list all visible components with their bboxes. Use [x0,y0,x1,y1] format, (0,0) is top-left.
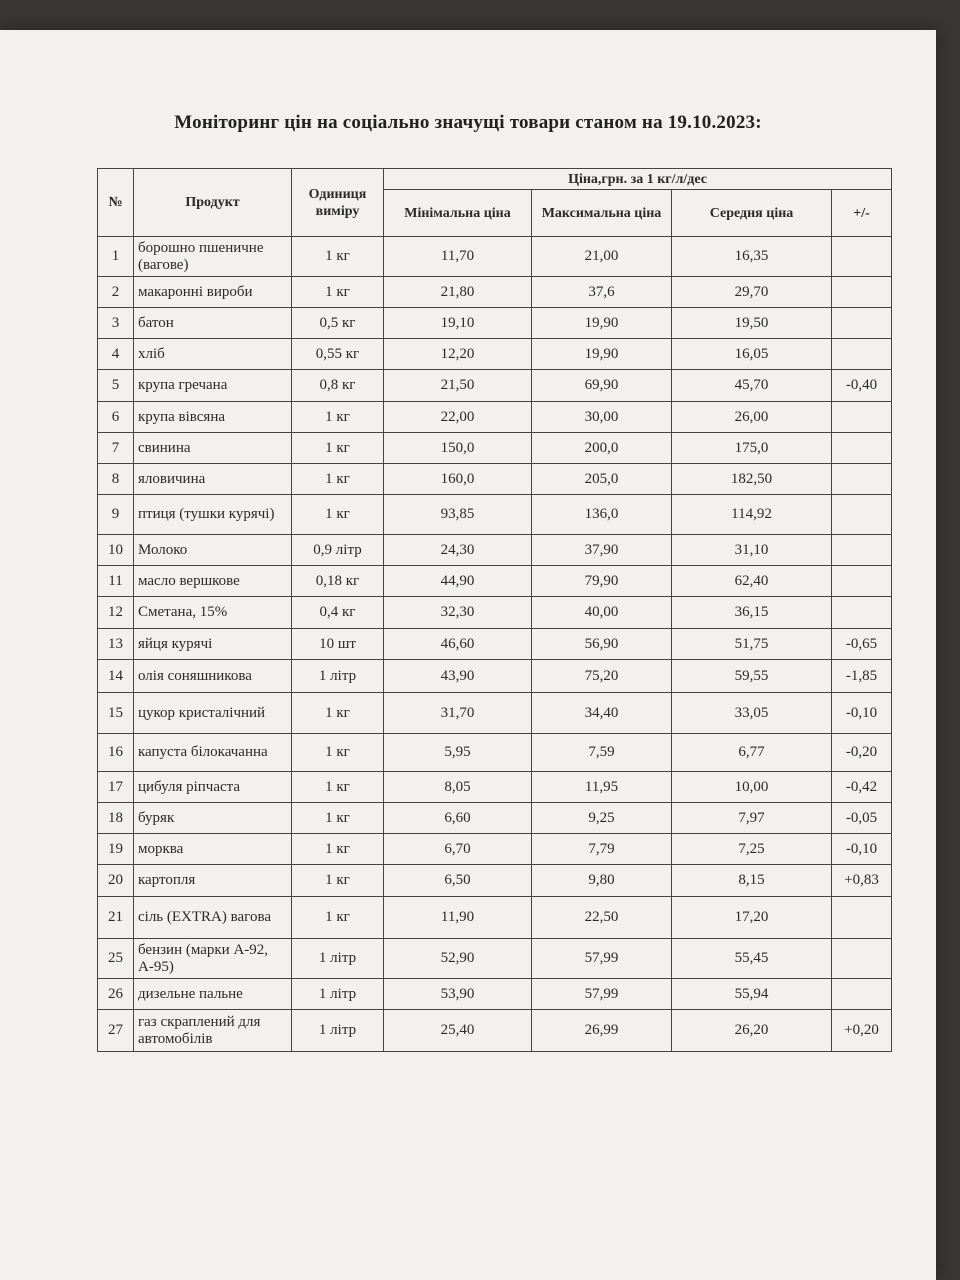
max-price-cell: 21,00 [532,237,672,277]
change-cell [832,535,892,566]
min-price-cell: 12,20 [384,339,532,370]
table-row [98,566,892,597]
max-price-cell: 22,50 [532,897,672,939]
avg-price-cell: 51,75 [672,629,832,660]
table-row [98,464,892,495]
product-name: картопля [134,865,292,897]
change-cell: -0,40 [832,370,892,402]
table-row [98,734,892,772]
price-table [97,168,892,1052]
avg-price-cell: 45,70 [672,370,832,402]
document-page [0,30,936,1280]
avg-price-cell: 26,20 [672,1010,832,1052]
unit-cell: 1 літр [292,939,384,979]
avg-price-cell: 8,15 [672,865,832,897]
row-number: 15 [98,693,134,734]
header-max-price: Максимальна ціна [532,190,672,237]
min-price-cell: 6,70 [384,834,532,865]
product-name: дизельне пальне [134,979,292,1010]
table-row [98,897,892,939]
min-price-cell: 44,90 [384,566,532,597]
unit-cell: 1 кг [292,433,384,464]
change-cell [832,277,892,308]
max-price-cell: 7,79 [532,834,672,865]
min-price-cell: 5,95 [384,734,532,772]
row-number: 21 [98,897,134,939]
row-number: 25 [98,939,134,979]
avg-price-cell: 29,70 [672,277,832,308]
avg-price-cell: 7,97 [672,803,832,834]
min-price-cell: 31,70 [384,693,532,734]
avg-price-cell: 114,92 [672,495,832,535]
product-name: цибуля ріпчаста [134,772,292,803]
row-number: 5 [98,370,134,402]
table-row [98,433,892,464]
avg-price-cell: 16,35 [672,237,832,277]
change-cell [832,597,892,629]
avg-price-cell: 55,45 [672,939,832,979]
table-body [98,237,892,1052]
min-price-cell: 19,10 [384,308,532,339]
min-price-cell: 160,0 [384,464,532,495]
change-cell: -0,65 [832,629,892,660]
max-price-cell: 19,90 [532,308,672,339]
row-number: 14 [98,660,134,693]
change-cell: -1,85 [832,660,892,693]
change-cell [832,464,892,495]
unit-cell: 1 кг [292,897,384,939]
row-number: 1 [98,237,134,277]
header-product: Продукт [134,169,292,237]
min-price-cell: 22,00 [384,402,532,433]
table-row [98,535,892,566]
unit-cell: 1 кг [292,237,384,277]
unit-cell: 1 кг [292,734,384,772]
table-row [98,803,892,834]
table-row [98,660,892,693]
min-price-cell: 32,30 [384,597,532,629]
row-number: 20 [98,865,134,897]
header-row-top [98,169,892,190]
product-name: капуста білокачанна [134,734,292,772]
min-price-cell: 6,50 [384,865,532,897]
change-cell: -0,42 [832,772,892,803]
max-price-cell: 136,0 [532,495,672,535]
table-row [98,237,892,277]
change-cell [832,402,892,433]
row-number: 2 [98,277,134,308]
max-price-cell: 200,0 [532,433,672,464]
change-cell: -0,20 [832,734,892,772]
unit-cell: 1 кг [292,464,384,495]
row-number: 7 [98,433,134,464]
max-price-cell: 37,90 [532,535,672,566]
max-price-cell: 40,00 [532,597,672,629]
avg-price-cell: 7,25 [672,834,832,865]
product-name: крупа вівсяна [134,402,292,433]
row-number: 26 [98,979,134,1010]
min-price-cell: 21,80 [384,277,532,308]
row-number: 10 [98,535,134,566]
row-number: 3 [98,308,134,339]
table-row [98,865,892,897]
change-cell [832,566,892,597]
product-name: борошно пшеничне (вагове) [134,237,292,277]
table-row [98,834,892,865]
max-price-cell: 7,59 [532,734,672,772]
max-price-cell: 30,00 [532,402,672,433]
avg-price-cell: 59,55 [672,660,832,693]
unit-cell: 1 літр [292,660,384,693]
header-change: +/- [832,190,892,237]
min-price-cell: 25,40 [384,1010,532,1052]
header-price-group: Ціна,грн. за 1 кг/л/дес [384,169,892,190]
max-price-cell: 11,95 [532,772,672,803]
min-price-cell: 21,50 [384,370,532,402]
avg-price-cell: 33,05 [672,693,832,734]
avg-price-cell: 175,0 [672,433,832,464]
table-row [98,339,892,370]
unit-cell: 1 кг [292,277,384,308]
max-price-cell: 57,99 [532,979,672,1010]
min-price-cell: 93,85 [384,495,532,535]
change-cell [832,939,892,979]
change-cell [832,308,892,339]
header-unit: Одиниця виміру [292,169,384,237]
row-number: 13 [98,629,134,660]
table-row [98,693,892,734]
unit-cell: 0,8 кг [292,370,384,402]
min-price-cell: 11,70 [384,237,532,277]
product-name: крупа гречана [134,370,292,402]
max-price-cell: 9,25 [532,803,672,834]
unit-cell: 0,9 літр [292,535,384,566]
unit-cell: 1 кг [292,803,384,834]
product-name: яйця курячі [134,629,292,660]
max-price-cell: 205,0 [532,464,672,495]
change-cell: -0,10 [832,834,892,865]
change-cell [832,495,892,535]
product-name: бензин (марки А-92, А-95) [134,939,292,979]
table-row [98,495,892,535]
row-number: 17 [98,772,134,803]
table-row [98,308,892,339]
avg-price-cell: 55,94 [672,979,832,1010]
product-name: яловичина [134,464,292,495]
min-price-cell: 24,30 [384,535,532,566]
unit-cell: 0,18 кг [292,566,384,597]
product-name: Сметана, 15% [134,597,292,629]
product-name: газ скраплений для автомобілів [134,1010,292,1052]
product-name: хліб [134,339,292,370]
avg-price-cell: 36,15 [672,597,832,629]
avg-price-cell: 6,77 [672,734,832,772]
change-cell: +0,20 [832,1010,892,1052]
row-number: 27 [98,1010,134,1052]
table-row [98,629,892,660]
unit-cell: 1 кг [292,772,384,803]
table-row [98,979,892,1010]
row-number: 11 [98,566,134,597]
row-number: 9 [98,495,134,535]
avg-price-cell: 17,20 [672,897,832,939]
change-cell: -0,10 [832,693,892,734]
row-number: 4 [98,339,134,370]
avg-price-cell: 26,00 [672,402,832,433]
product-name: батон [134,308,292,339]
product-name: макаронні вироби [134,277,292,308]
table-row [98,1010,892,1052]
min-price-cell: 43,90 [384,660,532,693]
change-cell: +0,83 [832,865,892,897]
avg-price-cell: 62,40 [672,566,832,597]
unit-cell: 0,5 кг [292,308,384,339]
min-price-cell: 8,05 [384,772,532,803]
min-price-cell: 52,90 [384,939,532,979]
unit-cell: 1 кг [292,495,384,535]
product-name: Молоко [134,535,292,566]
min-price-cell: 53,90 [384,979,532,1010]
max-price-cell: 57,99 [532,939,672,979]
min-price-cell: 150,0 [384,433,532,464]
product-name: птиця (тушки курячі) [134,495,292,535]
change-cell [832,433,892,464]
row-number: 12 [98,597,134,629]
change-cell: -0,05 [832,803,892,834]
row-number: 19 [98,834,134,865]
row-number: 6 [98,402,134,433]
max-price-cell: 34,40 [532,693,672,734]
avg-price-cell: 31,10 [672,535,832,566]
change-cell [832,237,892,277]
max-price-cell: 79,90 [532,566,672,597]
max-price-cell: 56,90 [532,629,672,660]
table-row [98,402,892,433]
table-row [98,370,892,402]
min-price-cell: 46,60 [384,629,532,660]
unit-cell: 1 літр [292,979,384,1010]
min-price-cell: 11,90 [384,897,532,939]
header-avg-price: Середня ціна [672,190,832,237]
product-name: буряк [134,803,292,834]
unit-cell: 1 літр [292,1010,384,1052]
product-name: олія соняшникова [134,660,292,693]
avg-price-cell: 182,50 [672,464,832,495]
unit-cell: 1 кг [292,865,384,897]
change-cell [832,339,892,370]
max-price-cell: 19,90 [532,339,672,370]
product-name: цукор кристалічний [134,693,292,734]
unit-cell: 1 кг [292,693,384,734]
product-name: масло вершкове [134,566,292,597]
change-cell [832,979,892,1010]
row-number: 8 [98,464,134,495]
unit-cell: 0,55 кг [292,339,384,370]
table-row [98,939,892,979]
avg-price-cell: 10,00 [672,772,832,803]
max-price-cell: 9,80 [532,865,672,897]
unit-cell: 1 кг [292,834,384,865]
unit-cell: 1 кг [292,402,384,433]
table-row [98,772,892,803]
table-row [98,597,892,629]
min-price-cell: 6,60 [384,803,532,834]
unit-cell: 0,4 кг [292,597,384,629]
avg-price-cell: 16,05 [672,339,832,370]
header-num: № [98,169,134,237]
max-price-cell: 37,6 [532,277,672,308]
page-title: Моніторинг цін на соціально значущі товари станом на 19.10.2023: [174,112,762,133]
row-number: 16 [98,734,134,772]
product-name: морква [134,834,292,865]
max-price-cell: 75,20 [532,660,672,693]
row-number: 18 [98,803,134,834]
avg-price-cell: 19,50 [672,308,832,339]
product-name: свинина [134,433,292,464]
max-price-cell: 26,99 [532,1010,672,1052]
table-row [98,277,892,308]
header-min-price: Мінімальна ціна [384,190,532,237]
change-cell [832,897,892,939]
product-name: сіль (EXTRA) вагова [134,897,292,939]
max-price-cell: 69,90 [532,370,672,402]
unit-cell: 10 шт [292,629,384,660]
